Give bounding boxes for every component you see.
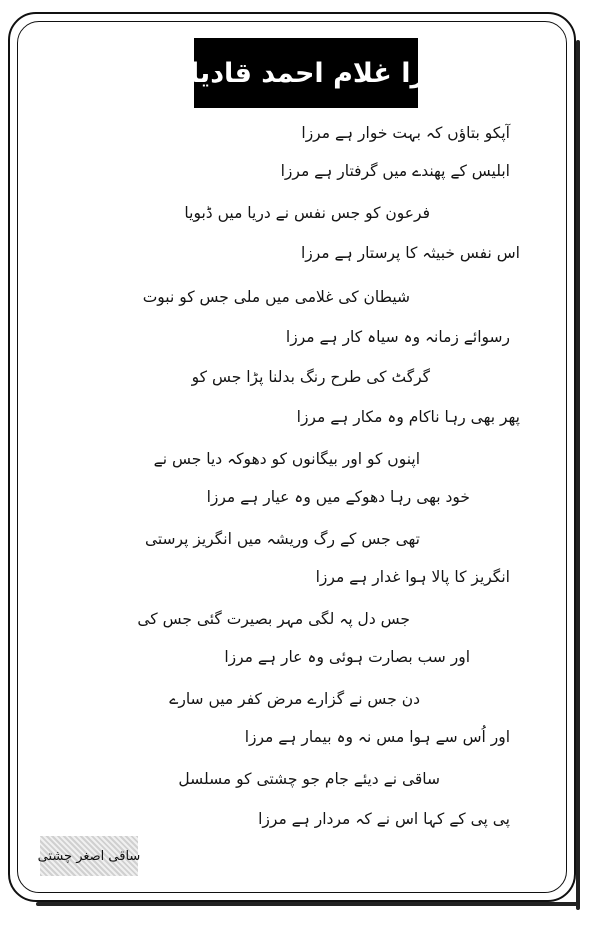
frame-shadow-bottom xyxy=(36,902,578,906)
poem-line: گرگٹ کی طرح رنگ بدلنا پڑا جس کو xyxy=(191,368,430,386)
signature-stamp xyxy=(37,836,141,876)
poem-line: اور اُس سے ہوا مس نہ وہ بیمار ہے مرزا xyxy=(244,728,510,746)
poem-line: انگریز کا پالا ہوا غدار ہے مرزا xyxy=(315,568,510,586)
poem-line: ابلیس کے پھندے میں گرفتار ہے مرزا xyxy=(280,162,510,180)
poem-line: ساقی نے دیئے جام جو چشتی کو مسلسل xyxy=(178,770,440,788)
poem-line: پی پی کے کہا اس نے کہ مردار ہے مرزا xyxy=(258,810,510,828)
poem-line: پھر بھی رہا ناکام وہ مکار ہے مرزا xyxy=(296,408,520,426)
poem-line: شیطان کی غلامی میں ملی جس کو نبوت xyxy=(142,288,410,306)
poem-line: رسوائے زمانہ وہ سیاہ کار ہے مرزا xyxy=(285,328,510,346)
poem-line: دن جس نے گزارے مرض کفر میں سارے xyxy=(169,690,420,708)
poem-line: فرعون کو جس نفس نے دریا میں ڈبویا xyxy=(184,204,430,222)
poem-line: تھی جس کے رگ وریشہ میں انگریز پرستی xyxy=(144,530,420,548)
signature-text: ساقی اصغر چشتی xyxy=(37,848,141,864)
title-banner xyxy=(152,38,460,108)
page-title: مرزا غلام احمد قادیانی xyxy=(152,57,460,89)
frame-shadow-right xyxy=(576,40,580,910)
poem-line: آپکو بتاؤں کہ بہت خوار ہے مرزا xyxy=(301,124,510,142)
poem-line: خود بھی رہا دھوکے میں وہ عیار ہے مرزا xyxy=(206,488,470,506)
poem-line: اور سب بصارت ہوئی وہ عار ہے مرزا xyxy=(224,648,470,666)
poem-line: اس نفس خبیثہ کا پرستار ہے مرزا xyxy=(300,244,520,262)
poem-line: جس دل پہ لگی مہر بصیرت گئی جس کی xyxy=(137,610,410,628)
poem-line: اپنوں کو اور بیگانوں کو دھوکہ دیا جس نے xyxy=(153,450,420,468)
